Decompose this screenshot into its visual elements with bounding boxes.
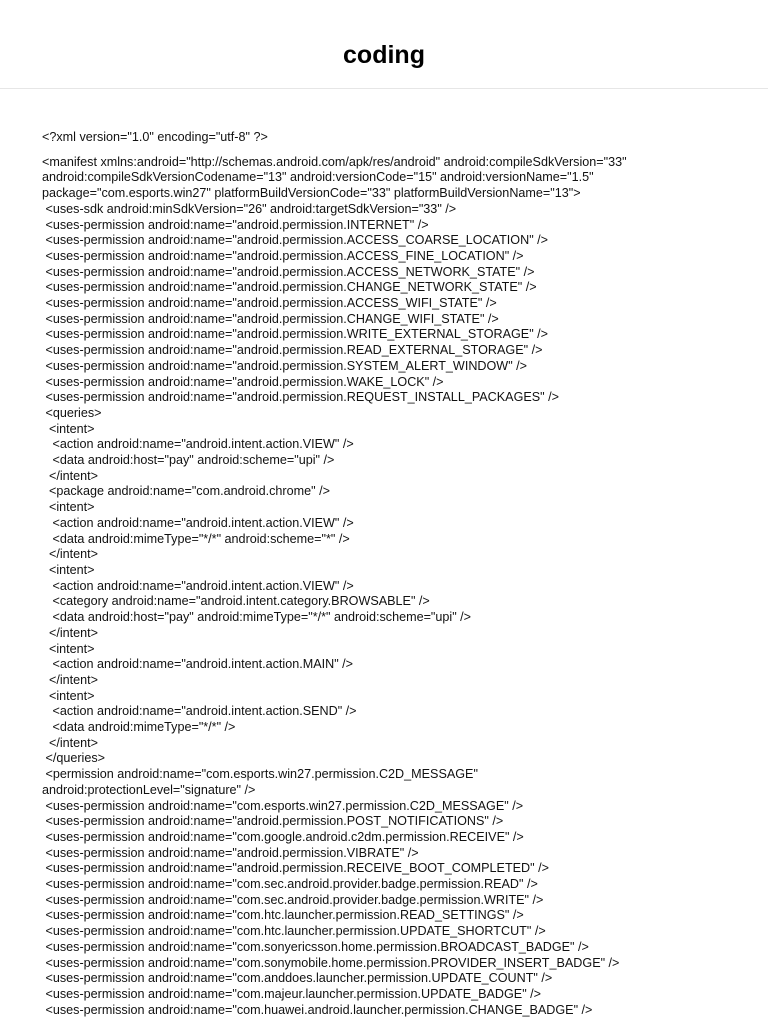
code-line: <uses-permission android:name="com.sonymobile.home.permission.PROVIDER_INSERT_BADGE" /> bbox=[42, 955, 620, 970]
code-line: <data android:host="pay" android:scheme="upi" /> bbox=[42, 453, 335, 468]
code-line: <action android:name="android.intent.action.VIEW" /> bbox=[42, 578, 354, 593]
code-line: <uses-permission android:name="android.permission.ACCESS_WIFI_STATE" /> bbox=[42, 296, 497, 311]
code-line: <uses-permission android:name="com.google.android.c2dm.permission.RECEIVE" /> bbox=[42, 829, 524, 844]
code-line: android:protectionLevel="signature" /> bbox=[42, 782, 256, 797]
code-line: </queries> bbox=[42, 751, 106, 766]
code-line: <uses-permission android:name="android.permission.INTERNET" /> bbox=[42, 217, 429, 232]
code-line: <intent> bbox=[42, 562, 95, 577]
code-line: android:compileSdkVersionCodename="13" android:versionCode="15" android:versionName="1.5" bbox=[42, 170, 594, 185]
code-line: </intent> bbox=[42, 672, 99, 687]
code-line: <intent> bbox=[42, 421, 95, 436]
code-line: <uses-permission android:name="com.htc.launcher.permission.UPDATE_SHORTCUT" /> bbox=[42, 924, 546, 939]
code-line: <data android:host="pay" android:mimeType="*/*" android:scheme="upi" /> bbox=[42, 610, 472, 625]
code-line: <uses-permission android:name="android.permission.SYSTEM_ALERT_WINDOW" /> bbox=[42, 358, 528, 373]
code-line: </intent> bbox=[42, 625, 99, 640]
code-line: package="com.esports.win27" platformBuildVersionCode="33" platformBuildVersionName="13"> bbox=[42, 186, 581, 201]
code-line: <uses-permission android:name="android.permission.WAKE_LOCK" /> bbox=[42, 374, 444, 389]
code-line: <uses-permission android:name="android.permission.RECEIVE_BOOT_COMPLETED" /> bbox=[42, 861, 549, 876]
code-line: </intent> bbox=[42, 547, 99, 562]
code-line: <intent> bbox=[42, 500, 95, 515]
code-line: <uses-permission android:name="android.permission.CHANGE_WIFI_STATE" /> bbox=[42, 311, 499, 326]
code-line: <action android:name="android.intent.action.VIEW" /> bbox=[42, 515, 354, 530]
code-line: <uses-permission android:name="android.permission.VIBRATE" /> bbox=[42, 845, 419, 860]
code-line: <uses-permission android:name="android.permission.ACCESS_COARSE_LOCATION" /> bbox=[42, 233, 549, 248]
code-line: <data android:mimeType="*/*" /> bbox=[42, 720, 236, 735]
xml-declaration: <?xml version="1.0" encoding="utf-8" ?> bbox=[42, 130, 268, 144]
code-line: <uses-permission android:name="com.anddoes.launcher.permission.UPDATE_COUNT" /> bbox=[42, 971, 553, 986]
code-line: <uses-permission android:name="android.permission.REQUEST_INSTALL_PACKAGES" /> bbox=[42, 390, 560, 405]
page-title: coding bbox=[343, 41, 425, 69]
document-body bbox=[42, 130, 760, 1018]
code-line: <queries> bbox=[42, 405, 102, 420]
code-line: <manifest xmlns:android="http://schemas.android.com/apk/res/android" android:compileSdkVersion="33" bbox=[42, 154, 627, 169]
code-line: <uses-permission android:name="com.sec.android.provider.badge.permission.WRITE" /> bbox=[42, 892, 544, 907]
code-line: <data android:mimeType="*/*" android:scheme="*" /> bbox=[42, 531, 350, 546]
code-line: <uses-permission android:name="android.permission.ACCESS_FINE_LOCATION" /> bbox=[42, 248, 524, 263]
code-line: <intent> bbox=[42, 641, 95, 656]
code-line: </intent> bbox=[42, 468, 99, 483]
code-line: <uses-permission android:name="com.huawei.android.launcher.permission.CHANGE_BADGE" /> bbox=[42, 1002, 593, 1017]
code-line: <uses-permission android:name="com.majeur.launcher.permission.UPDATE_BADGE" /> bbox=[42, 986, 542, 1001]
code-line: <uses-permission android:name="com.esports.win27.permission.C2D_MESSAGE" /> bbox=[42, 798, 524, 813]
code-line: <action android:name="android.intent.action.SEND" /> bbox=[42, 704, 357, 719]
code-line: <uses-permission android:name="android.permission.ACCESS_NETWORK_STATE" /> bbox=[42, 264, 535, 279]
code-line: <action android:name="android.intent.action.VIEW" /> bbox=[42, 437, 354, 452]
code-line: <uses-permission android:name="com.sec.android.provider.badge.permission.READ" /> bbox=[42, 877, 538, 892]
manifest-code bbox=[42, 155, 760, 1019]
code-line: <uses-permission android:name="com.sonyericsson.home.permission.BROADCAST_BADGE" /> bbox=[42, 939, 589, 954]
code-line: </intent> bbox=[42, 735, 99, 750]
code-line: <uses-permission android:name="android.permission.POST_NOTIFICATIONS" /> bbox=[42, 814, 504, 829]
code-line: <permission android:name="com.esports.win27.permission.C2D_MESSAGE" bbox=[42, 767, 478, 782]
page-header bbox=[0, 0, 768, 89]
code-line: <uses-permission android:name="android.permission.READ_EXTERNAL_STORAGE" /> bbox=[42, 343, 543, 358]
code-line: <uses-sdk android:minSdkVersion="26" android:targetSdkVersion="33" /> bbox=[42, 201, 457, 216]
code-line: <uses-permission android:name="com.htc.launcher.permission.READ_SETTINGS" /> bbox=[42, 908, 524, 923]
code-line: <uses-permission android:name="android.permission.CHANGE_NETWORK_STATE" /> bbox=[42, 280, 537, 295]
code-line: <intent> bbox=[42, 688, 95, 703]
code-line: <uses-permission android:name="android.permission.WRITE_EXTERNAL_STORAGE" /> bbox=[42, 327, 549, 342]
code-line: <package android:name="com.android.chrome" /> bbox=[42, 484, 330, 499]
code-line: <category android:name="android.intent.category.BROWSABLE" /> bbox=[42, 594, 430, 609]
code-line: <action android:name="android.intent.action.MAIN" /> bbox=[42, 657, 354, 672]
